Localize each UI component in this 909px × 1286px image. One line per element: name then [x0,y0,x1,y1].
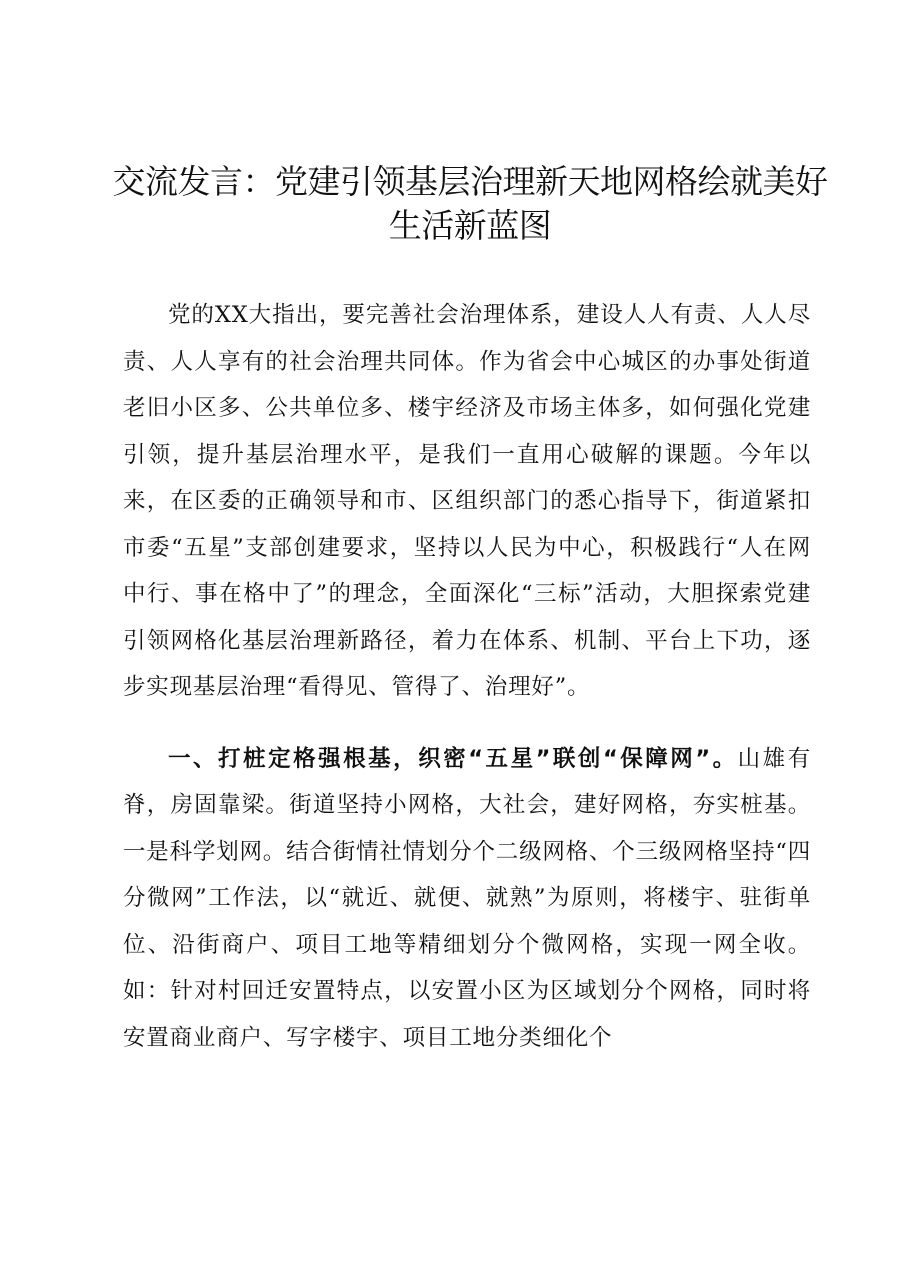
paragraph-section-1-text: 山雄有脊，房固靠梁。街道坚持小网格，大社会，建好网格，夯实桩基。一是科学划网。结合街情社情划分个二级网格、个三级网格坚持“四分微网”工作法，以“就近、就便、就熟”为原则，将楼宇、驻街单位、沿街商户、项目工地等精细划分个微网格，实现一网全收。如：针对村回迁安置特点，以安置小区为区域划分个网格，同时将安置商业商户、写字楼宇、项目工地分类细化个 [123,745,812,1051]
paragraph-intro-text: 党的XX大指出，要完善社会治理体系，建设人人有责、人人尽责、人人享有的社会治理共同体。作为省会中心城区的办事处街道老旧小区多、公共单位多、楼宇经济及市场主体多，如何强化党建引领，提升基层治理水平，是我们一直用心破解的课题。今年以来，在区委的正确领导和市、区组织部门的悉心指导下，街道紧扣市委“五星”支部创建要求，坚持以人民为中心，积极践行“人在网中行、事在格中了”的理念，全面深化“三标”活动，大胆探索党建引领网格化基层治理新路径，着力在体系、机制、平台上下功，逐步实现基层治理“看得见、管得了、治理好”。 [123,302,811,700]
paragraph-intro [123,292,811,711]
section-heading: 一、打桩定格强根基，织密“五星”联创“保障网”。 [168,745,738,772]
document-title: 交流发言：党建引领基层治理新天地网格绘就美好生活新蓝图 [112,162,828,245]
paragraph-section-1 [123,736,811,1062]
document-body [123,292,811,1061]
